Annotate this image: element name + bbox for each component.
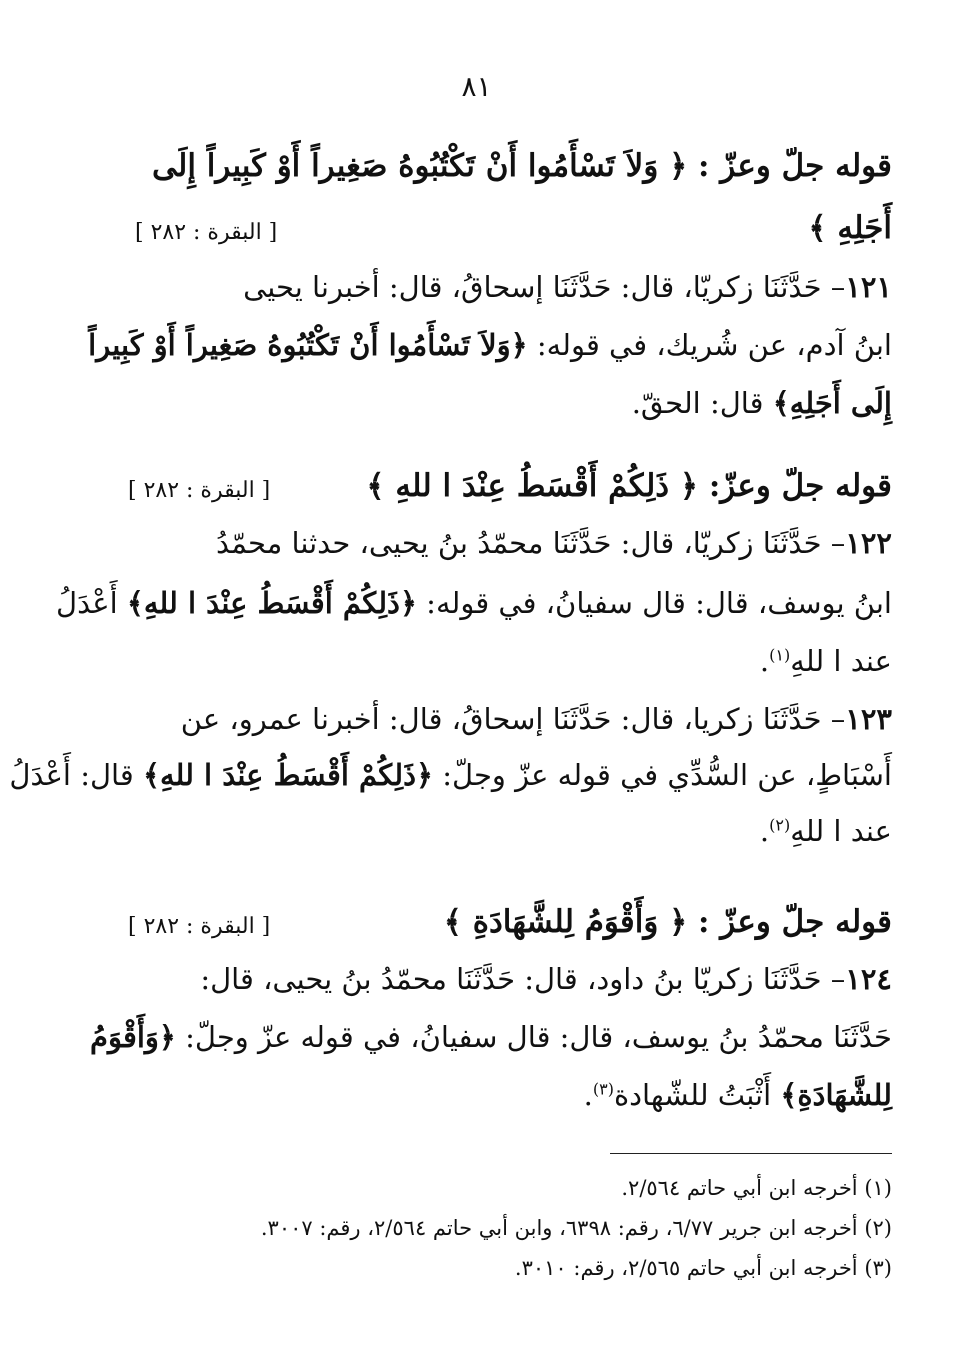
narration-122-line-3 xyxy=(112,644,892,678)
narration-text: . xyxy=(583,1078,593,1112)
quoted-verse: لِلشَّهَادَةِ﴾ xyxy=(780,1078,892,1112)
narration-text: أَعْدَلُ xyxy=(56,586,127,620)
narration-121-line-1 xyxy=(112,270,892,304)
footnote-1: (١) أخرجه ابن أبي حاتم ٢/٥٦٤. xyxy=(621,1176,892,1200)
narration-text: – حَدَّثَنَا زكريّا، قال: حَدَّثَنَا محمّدُ بنُ يحيى، حدثنا محمّدُ xyxy=(216,526,846,560)
narration-text: قال: الحقّ. xyxy=(631,386,764,420)
verse-reference: [ البقرة : ٢٨٢ ] xyxy=(128,478,271,503)
narration-text: . xyxy=(759,814,770,848)
narration-text: . xyxy=(759,644,770,678)
heading-verse: ﴿ ذَلِكُمْ أَقْسَطُ عِنْدَ ا للهِ ﴾ xyxy=(366,468,699,504)
narration-122-line-1 xyxy=(112,526,892,560)
verse-reference: [ البقرة : ٢٨٢ ] xyxy=(128,914,271,939)
heading-verse: ﴿ وَأَقْوَمُ لِلشَّهَادَةِ ﴾ xyxy=(443,904,688,940)
narration-number: ١٢٤ xyxy=(845,962,892,996)
narration-124-line-3 xyxy=(112,1078,892,1112)
verse-reference: [ البقرة : ٢٨٢ ] xyxy=(135,220,278,245)
narration-text: أَثْبَتُ للشّهادة xyxy=(613,1078,781,1112)
page-number: ٨١ xyxy=(461,70,492,103)
narration-number: ١٢٣ xyxy=(845,702,892,736)
footnote-2: (٢) أخرجه ابن جرير ٦/٧٧، رقم: ٦٣٩٨، وابن أبي حاتم ٢/٥٦٤، رقم: ٣٠٠٧. xyxy=(260,1216,892,1240)
narration-number: ١٢٢ xyxy=(845,526,892,560)
narration-text: – حَدَّثَنَا زكريّا بنُ داود، قال: حَدَّثَنَا محمّدُ بنُ يحيى، قال: xyxy=(200,962,846,996)
narration-121-line-3 xyxy=(112,386,892,420)
narration-text: قال: أَعْدَلُ xyxy=(9,758,143,792)
narration-122-line-2 xyxy=(56,586,892,620)
narration-123-line-1 xyxy=(112,702,892,736)
narration-123-line-2 xyxy=(9,758,892,792)
heading-verse-cont: أَجَلِهِ ﴾ xyxy=(808,210,892,246)
heading-lead: قوله جلّ وعزّ: xyxy=(698,468,892,504)
narration-text: عند ا للهِ xyxy=(790,814,892,848)
narration-text: ابنُ يوسف، قال: قال سفيانُ، في قوله: xyxy=(416,586,892,620)
quoted-verse: ﴿ذَلِكُمْ أَقْسَطُ عِنْدَ ا للهِ﴾ xyxy=(126,586,417,620)
narration-124-line-2 xyxy=(90,1020,892,1054)
quoted-verse: ﴿وَلاَ تَسْأَمُوا أَنْ تَكْتُبُوهُ صَغِيراً أَوْ كَبِيراً xyxy=(88,328,528,362)
narration-text: عند ا للهِ xyxy=(790,644,892,678)
heading-lead: قوله جلّ وعزّ : xyxy=(687,904,892,940)
narration-text: – حَدَّثَنَا زكريا، قال: حَدَّثَنَا إسحاقُ، قال: أخبرنا عمرو، عن xyxy=(180,702,846,736)
narration-123-line-3 xyxy=(112,814,892,848)
heading-lead: قوله جلّ وعزّ : xyxy=(687,148,892,184)
narration-number: ١٢١ xyxy=(845,270,892,304)
quoted-verse: ﴿وَأَقْوَمُ xyxy=(90,1020,176,1054)
narration-text: أَسْبَاطٍ، عن السُّدِّي في قوله عزّ وجلّ: xyxy=(433,758,892,792)
narration-124-line-1 xyxy=(112,962,892,996)
footnote-mark: (١) xyxy=(769,645,791,665)
footnote-mark: (٣) xyxy=(592,1079,614,1099)
quoted-verse: إِلَى أَجَلِهِ﴾ xyxy=(772,386,892,420)
section-heading-1 xyxy=(112,148,892,184)
narration-121-line-2 xyxy=(88,328,892,362)
heading-verse: ﴿ وَلاَ تَسْأَمُوا أَنْ تَكْتُبُوهُ صَغِيراً أَوْ كَبِيراً إِلَى xyxy=(152,148,688,184)
footnote-divider xyxy=(610,1153,892,1154)
footnote-3: (٣) أخرجه ابن أبي حاتم ٢/٥٦٥، رقم: ٣٠١٠. xyxy=(514,1256,892,1280)
narration-text: حَدَّثَنَا محمّدُ بنُ يوسف، قال: قال سفيانُ، في قوله عزّ وجلّ: xyxy=(175,1020,892,1054)
narration-text: ابنُ آدم، عن شُريك، في قوله: xyxy=(527,328,892,362)
quoted-verse: ﴿ذَلِكُمْ أَقْسَطُ عِنْدَ ا للهِ﴾ xyxy=(142,758,434,792)
narration-text: – حَدَّثَنَا زكريّا، قال: حَدَّثَنَا إسحاقُ، قال: أخبرنا يحيى xyxy=(243,270,846,304)
footnote-mark: (٢) xyxy=(769,815,791,835)
